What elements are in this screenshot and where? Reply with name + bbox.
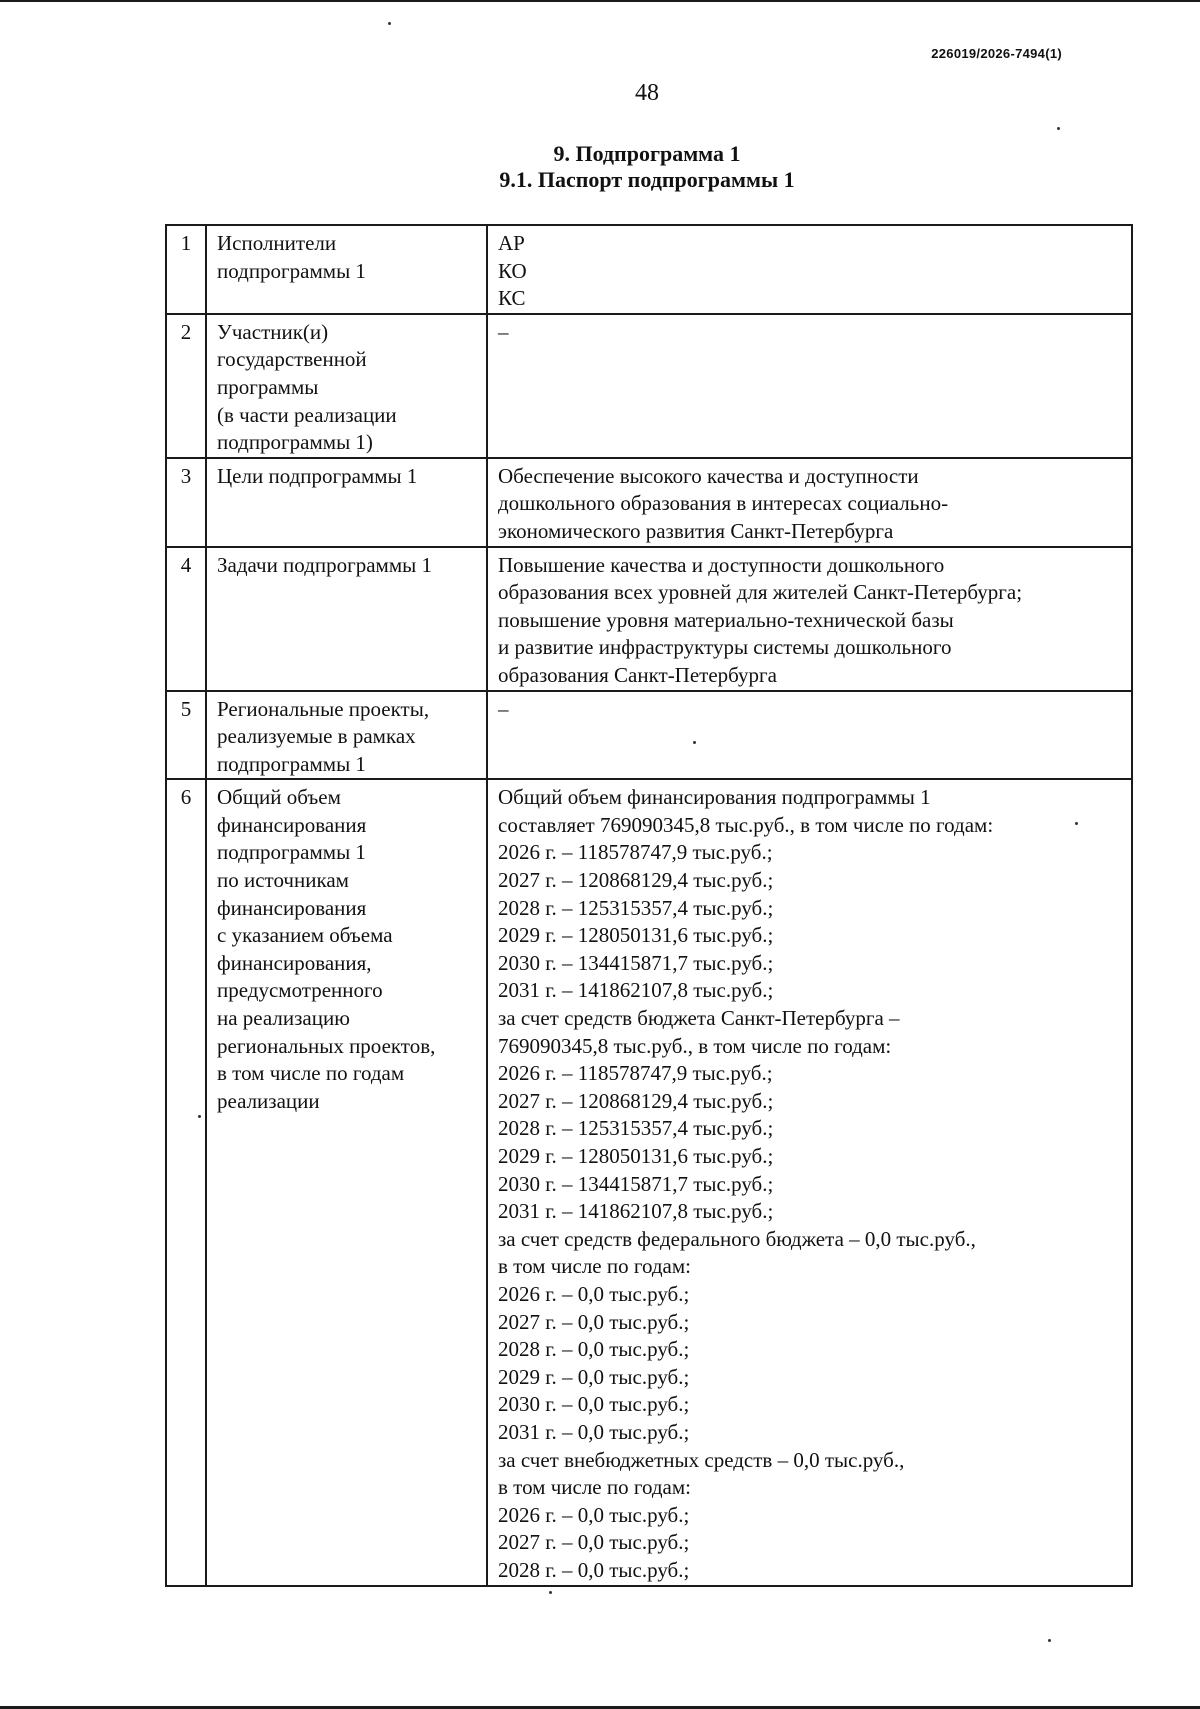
value-line: экономического развития Санкт-Петербурга [498, 518, 894, 543]
label-line: подпрограммы 1 [217, 751, 366, 776]
value-line: Общий объем финансирования подпрограммы 1 [498, 785, 931, 810]
row-label [206, 225, 487, 314]
value-line: Обеспечение высокого качества и доступности [498, 463, 919, 488]
value-line: 2027 г. – 120868129,4 тыс.руб.; [498, 868, 774, 893]
label-line: Региональные проекты, [217, 696, 430, 721]
label-line: (в части реализации [217, 402, 397, 427]
table-row [166, 547, 1132, 691]
value-line: дошкольного образования в интересах социально- [498, 491, 949, 516]
row-label [206, 314, 487, 458]
section-title-line-1: 9. Подпрограмма 1 [553, 141, 741, 166]
value-line: в том числе по годам: [498, 1254, 691, 1279]
value-line: составляет 769090345,8 тыс.руб., в том числе по годам: [498, 812, 994, 837]
label-line: на реализацию [217, 1006, 350, 1031]
table-row [166, 691, 1132, 780]
value-line: 2030 г. – 0,0 тыс.руб.; [498, 1392, 690, 1417]
value-line: образования Санкт-Петербурга [498, 662, 777, 687]
value-line: 2027 г. – 0,0 тыс.руб.; [498, 1309, 690, 1334]
value-line: 2028 г. – 0,0 тыс.руб.; [498, 1337, 690, 1362]
label-line: реализации [217, 1088, 320, 1113]
value-line: 2026 г. – 0,0 тыс.руб.; [498, 1281, 690, 1306]
label-line: региональных проектов, [217, 1033, 436, 1058]
value-line: Повышение качества и доступности дошкольного [498, 552, 945, 577]
value-line: 2029 г. – 128050131,6 тыс.руб.; [498, 1144, 774, 1168]
row-number: 1 [166, 225, 206, 314]
label-line: по источникам [217, 868, 349, 893]
value-line: 769090345,8 тыс.руб., в том числе по годам: [498, 1033, 892, 1058]
label-line: подпрограммы 1 [217, 840, 366, 865]
value-line: 2030 г. – 134415871,7 тыс.руб.; [498, 950, 774, 975]
row-label [206, 547, 487, 691]
row-value [487, 225, 1132, 314]
row-value [487, 547, 1132, 691]
label-line: Участник(и) [217, 319, 329, 344]
value-line: КО [498, 258, 527, 283]
label-line: реализуемые в рамках [217, 724, 416, 749]
label-line: программы [217, 374, 319, 399]
scan-speck [693, 741, 696, 744]
label-line: Общий объем [217, 785, 341, 810]
value-line: АР [498, 231, 525, 255]
value-line: за счет внебюджетных средств – 0,0 тыс.руб., [498, 1447, 905, 1472]
label-line: с указанием объема [217, 923, 393, 948]
table-row [166, 314, 1132, 458]
value-line: и развитие инфраструктуры системы дошкольного [498, 635, 952, 660]
label-line: финансирования, [217, 950, 372, 975]
label-line: финансирования [217, 812, 367, 837]
passport-table-body [166, 225, 1132, 1586]
label-line: подпрограммы 1) [217, 430, 373, 455]
label-line: Цели подпрограммы 1 [217, 463, 418, 488]
label-line: финансирования [217, 895, 367, 920]
scan-edge-top [0, 0, 1200, 2]
table-row [166, 225, 1132, 314]
value-line: 2030 г. – 134415871,7 тыс.руб.; [498, 1171, 774, 1196]
subprogram-passport-table [165, 224, 1133, 1587]
value-line: – [498, 319, 509, 344]
row-number: 4 [166, 547, 206, 691]
value-line: – [498, 696, 509, 721]
scan-speck [549, 1591, 552, 1594]
row-value [487, 314, 1132, 458]
value-line: 2029 г. – 0,0 тыс.руб.; [498, 1364, 690, 1389]
value-line: КС [498, 286, 526, 311]
value-line: 2031 г. – 141862107,8 тыс.руб.; [498, 1199, 774, 1224]
value-line: 2026 г. – 118578747,9 тыс.руб.; [498, 1061, 773, 1086]
row-value [487, 691, 1132, 780]
value-line: 2029 г. – 128050131,6 тыс.руб.; [498, 923, 774, 948]
value-line: повышение уровня материально-технической базы [498, 607, 954, 632]
page-number: 48 [635, 80, 659, 106]
value-line: 2027 г. – 120868129,4 тыс.руб.; [498, 1088, 774, 1113]
table-row [166, 458, 1132, 547]
value-line: 2028 г. – 125315357,4 тыс.руб.; [498, 1116, 774, 1141]
scan-speck [1048, 1639, 1051, 1642]
row-value [487, 779, 1132, 1585]
row-value [487, 458, 1132, 547]
value-line: 2026 г. – 118578747,9 тыс.руб.; [498, 840, 773, 865]
scan-speck [198, 1115, 201, 1118]
scan-speck [1057, 127, 1060, 130]
value-line: 2027 г. – 0,0 тыс.руб.; [498, 1530, 690, 1555]
value-line: в том числе по годам: [498, 1475, 691, 1500]
label-line: в том числе по годам [217, 1061, 405, 1086]
value-line: 2031 г. – 141862107,8 тыс.руб.; [498, 978, 774, 1003]
value-line: образования всех уровней для жителей Санкт-Петербурга; [498, 580, 1023, 605]
document-id: 226019/2026-7494(1) [931, 46, 1062, 61]
value-line: 2031 г. – 0,0 тыс.руб.; [498, 1419, 690, 1444]
label-line: Исполнители [217, 231, 337, 255]
value-line: 2028 г. – 0,0 тыс.руб.; [498, 1557, 690, 1582]
table-row [166, 779, 1132, 1585]
label-line: подпрограммы 1 [217, 258, 366, 283]
row-number: 2 [166, 314, 206, 458]
value-line: 2026 г. – 0,0 тыс.руб.; [498, 1502, 690, 1527]
section-title-line-2: 9.1. Паспорт подпрограммы 1 [499, 167, 795, 192]
value-line: за счет средств бюджета Санкт-Петербурга – [498, 1006, 900, 1031]
label-line: Задачи подпрограммы 1 [217, 552, 432, 577]
row-number: 6 [166, 779, 206, 1585]
section-title [0, 141, 1200, 193]
value-line: 2028 г. – 125315357,4 тыс.руб.; [498, 895, 774, 920]
row-number: 5 [166, 691, 206, 780]
row-label [206, 458, 487, 547]
value-line: за счет средств федерального бюджета – 0,0 тыс.руб., [498, 1226, 976, 1251]
scan-speck [1075, 822, 1078, 825]
label-line: государственной [217, 347, 367, 372]
row-number: 3 [166, 458, 206, 547]
row-label [206, 779, 487, 1585]
scan-speck [388, 22, 391, 25]
row-label [206, 691, 487, 780]
label-line: предусмотренного [217, 978, 383, 1003]
